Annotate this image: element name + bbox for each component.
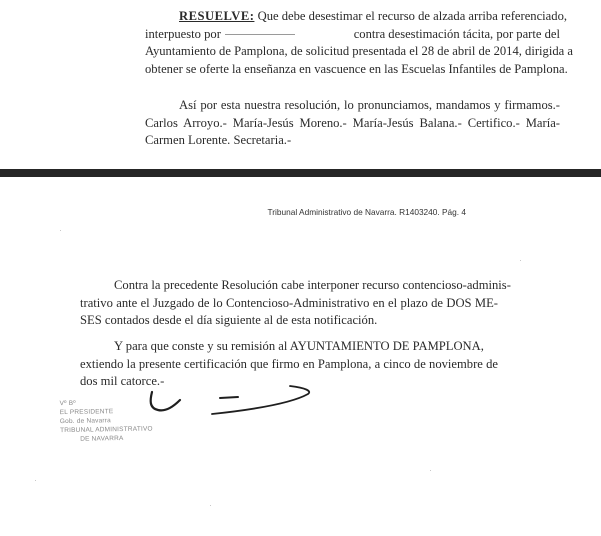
stamp-line-5: DE NAVARRA bbox=[80, 435, 124, 443]
appeal-line-2: trativo ante el Juzgado de lo Contencioso-Administrativo en el plazo de DOS ME- bbox=[80, 295, 498, 310]
closing-line-2: Carlos Arroyo.- María-Jesús Moreno.- María-Jesús Balana.- Certifico.- María- bbox=[145, 115, 560, 130]
appeal-line-1: Contra la precedente Resolución cabe interponer recurso contencioso-adminis- bbox=[114, 278, 511, 292]
resolution-keyword: RESUELVE: bbox=[179, 9, 255, 23]
closing-line-1: Así por esta nuestra resolución, lo pronunciamos, mandamos y firmamos.- bbox=[179, 98, 560, 112]
scan-speck bbox=[210, 505, 211, 506]
resolution-line-3: Ayuntamiento de Pamplona, de solicitud presentada el 28 de abril de 2014, dirigida a bbox=[145, 44, 573, 58]
resolution-line-1: RESUELVE: Que debe desestimar el recurso de alzada arriba referenciado, bbox=[179, 9, 568, 23]
closing-line-3: Carmen Lorente. Secretaria.- bbox=[145, 133, 292, 147]
scan-speck bbox=[35, 480, 36, 481]
certification-line-3: dos mil catorce.- bbox=[80, 374, 165, 388]
scan-speck bbox=[430, 470, 431, 471]
appeal-paragraph bbox=[80, 277, 511, 330]
closing-paragraph bbox=[145, 97, 560, 150]
certification-line-2: extiendo la presente certificación que firmo en Pamplona, a cinco de noviembre de bbox=[80, 356, 498, 371]
scan-speck bbox=[60, 230, 61, 231]
certification-line-1: Y para que conste y su remisión al AYUNTAMIENTO DE PAMPLONA, bbox=[114, 339, 484, 353]
resolution-paragraph bbox=[145, 8, 573, 78]
stamp-line-3: Gob. de Navarra bbox=[59, 417, 112, 426]
appeal-line-3: SES contados desde el día siguiente al de esta notificación. bbox=[80, 313, 378, 327]
redacted-name bbox=[225, 34, 295, 35]
scan-speck bbox=[520, 260, 521, 261]
stamp-line-4: TRIBUNAL ADMINISTRATIVO bbox=[59, 425, 153, 435]
stamp-line-1: Vº Bº bbox=[59, 399, 76, 408]
page-divider bbox=[0, 169, 601, 177]
resolution-line-2: interpuesto por contra desestimación tácita, por parte del bbox=[145, 26, 560, 41]
official-stamp bbox=[60, 397, 189, 457]
stamp-line-2: EL PRESIDENTE bbox=[59, 408, 114, 417]
resolution-line-4: obtener se oferte la enseñanza en vascuence en las Escuelas Infantiles de Pamplona. bbox=[145, 61, 568, 76]
page-header: Tribunal Administrativo de Navarra. R1403240. Pág. 4 bbox=[267, 207, 466, 217]
